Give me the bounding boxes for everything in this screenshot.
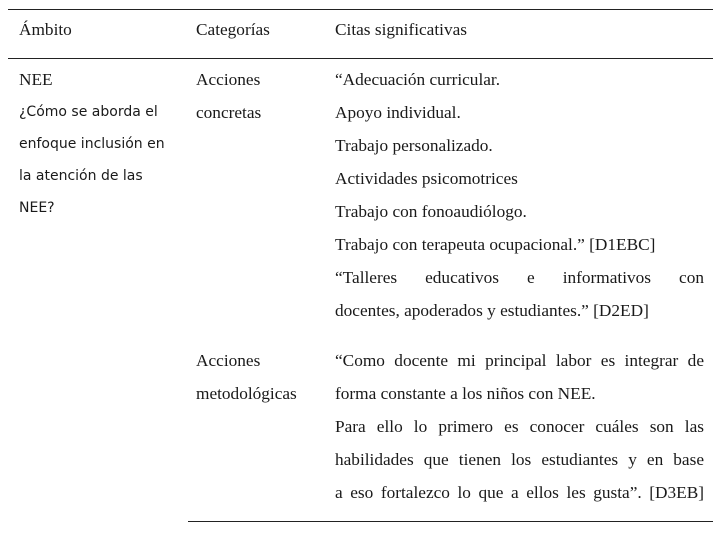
cita-line: Trabajo con fonoaudiólogo. [335,202,527,221]
categoria-cell [196,344,297,410]
cita-line: docentes, apoderados y estudiantes.” [D2ED] [335,301,649,320]
cita-line: forma constante a los niños con NEE. [335,384,596,403]
table-top-rule [8,9,713,10]
header-categorias: Categorías [196,20,270,39]
cita-line: “Adecuación curricular. [335,70,501,89]
cita-line-justified: “Talleres educativos e informativos con [335,268,704,287]
header-citas: Citas significativas [335,20,467,39]
cita-line: Trabajo con terapeuta ocupacional.” [D1EBC] [335,235,656,254]
header-ambito: Ámbito [19,20,72,39]
ambito-question-line: la atención de las [19,168,143,184]
cita-line-justified: Para ello lo primero es conocer cuáles son las [335,417,704,436]
categoria-line: concretas [196,103,262,122]
ambito-title: NEE [19,70,53,89]
ambito-question [19,96,165,224]
cita-line: Actividades psicomotrices [335,169,518,188]
ambito-question-line: ¿Cómo se aborda el [19,104,158,120]
cita-line: Trabajo personalizado. [335,136,493,155]
table-bottom-rule [188,521,713,522]
categoria-line: Acciones [196,70,261,89]
cita-line: Apoyo individual. [335,103,461,122]
categoria-line: Acciones [196,351,261,370]
ambito-question-line: NEE? [19,200,55,216]
categoria-cell [196,63,261,129]
table-header-rule [8,58,713,59]
cita-line-justified: “Como docente mi principal labor es integrar de [335,351,704,370]
cita-line-justified: a eso fortalezco lo que a ellos les gusta”. [D3EB] [335,483,704,502]
categoria-line: metodológicas [196,384,297,403]
cita-line-justified: habilidades que tienen los estudiantes y en base [335,450,704,469]
ambito-question-line: enfoque inclusión en [19,136,165,152]
